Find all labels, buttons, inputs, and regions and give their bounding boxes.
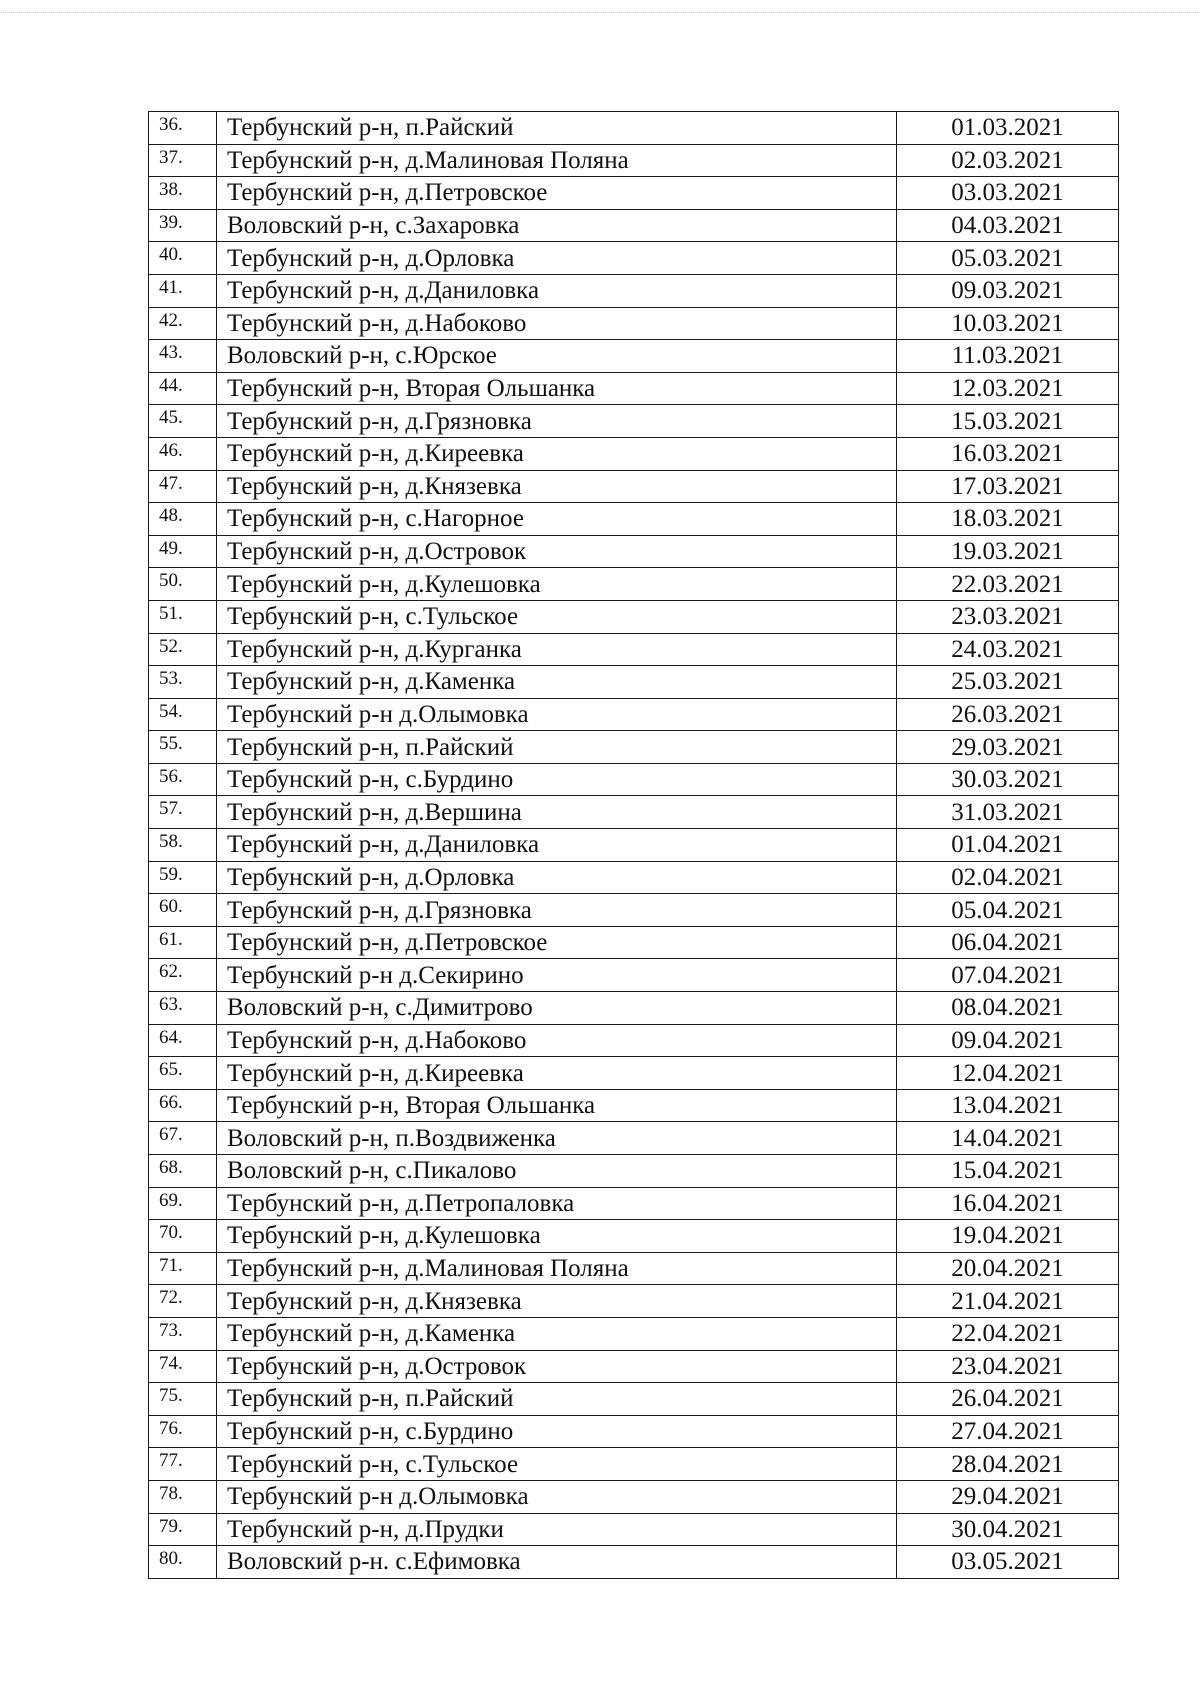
location-cell: Тербунский р-н, д.Кулешовка — [217, 1220, 897, 1253]
location-cell: Тербунский р-н, д.Кулешовка — [217, 568, 897, 601]
row-number-cell: 63. — [149, 992, 217, 1025]
date-cell: 10.03.2021 — [897, 307, 1119, 340]
row-number-cell: 47. — [149, 470, 217, 503]
date-cell: 29.04.2021 — [897, 1480, 1119, 1513]
row-number-cell: 60. — [149, 894, 217, 927]
row-number-cell: 54. — [149, 698, 217, 731]
row-number-cell: 36. — [149, 112, 217, 145]
location-cell: Тербунский р-н, д.Даниловка — [217, 829, 897, 862]
location-cell: Тербунский р-н, д.Каменка — [217, 666, 897, 699]
row-number-cell: 49. — [149, 535, 217, 568]
location-cell: Тербунский р-н, д.Орловка — [217, 861, 897, 894]
date-cell: 17.03.2021 — [897, 470, 1119, 503]
row-number-cell: 43. — [149, 340, 217, 373]
row-number-cell: 69. — [149, 1187, 217, 1220]
date-cell: 12.03.2021 — [897, 372, 1119, 405]
date-cell: 07.04.2021 — [897, 959, 1119, 992]
table-row — [149, 1448, 1119, 1481]
schedule-table — [148, 111, 1119, 1579]
row-number-cell: 51. — [149, 600, 217, 633]
table-row — [149, 340, 1119, 373]
location-cell: Тербунский р-н, Вторая Ольшанка — [217, 1089, 897, 1122]
table-row — [149, 372, 1119, 405]
location-cell: Тербунский р-н, д.Малиновая Поляна — [217, 144, 897, 177]
table-row — [149, 894, 1119, 927]
table-row — [149, 731, 1119, 764]
row-number-cell: 48. — [149, 503, 217, 536]
location-cell: Тербунский р-н, д.Малиновая Поляна — [217, 1252, 897, 1285]
date-cell: 01.03.2021 — [897, 112, 1119, 145]
table-row — [149, 666, 1119, 699]
date-cell: 23.04.2021 — [897, 1350, 1119, 1383]
location-cell: Воловский р-н, с.Юрское — [217, 340, 897, 373]
date-cell: 24.03.2021 — [897, 633, 1119, 666]
date-cell: 29.03.2021 — [897, 731, 1119, 764]
row-number-cell: 56. — [149, 763, 217, 796]
location-cell: Тербунский р-н д.Олымовка — [217, 698, 897, 731]
location-cell: Воловский р-н, с.Пикалово — [217, 1155, 897, 1188]
date-cell: 30.04.2021 — [897, 1513, 1119, 1546]
location-cell: Тербунский р-н, п.Райский — [217, 1383, 897, 1416]
location-cell: Тербунский р-н, с.Тульское — [217, 600, 897, 633]
row-number-cell: 78. — [149, 1480, 217, 1513]
date-cell: 02.03.2021 — [897, 144, 1119, 177]
date-cell: 09.03.2021 — [897, 274, 1119, 307]
location-cell: Тербунский р-н, с.Бурдино — [217, 1415, 897, 1448]
date-cell: 13.04.2021 — [897, 1089, 1119, 1122]
location-cell: Тербунский р-н, д.Петропаловка — [217, 1187, 897, 1220]
date-cell: 22.03.2021 — [897, 568, 1119, 601]
date-cell: 12.04.2021 — [897, 1057, 1119, 1090]
table-row — [149, 307, 1119, 340]
row-number-cell: 76. — [149, 1415, 217, 1448]
table-row — [149, 1480, 1119, 1513]
date-cell: 06.04.2021 — [897, 926, 1119, 959]
location-cell: Тербунский р-н, с.Бурдино — [217, 763, 897, 796]
date-cell: 26.03.2021 — [897, 698, 1119, 731]
row-number-cell: 40. — [149, 242, 217, 275]
location-cell: Тербунский р-н, с.Тульское — [217, 1448, 897, 1481]
table-row — [149, 568, 1119, 601]
row-number-cell: 53. — [149, 666, 217, 699]
table-row — [149, 242, 1119, 275]
date-cell: 30.03.2021 — [897, 763, 1119, 796]
location-cell: Тербунский р-н, п.Райский — [217, 731, 897, 764]
table-row — [149, 405, 1119, 438]
row-number-cell: 41. — [149, 274, 217, 307]
date-cell: 04.03.2021 — [897, 209, 1119, 242]
date-cell: 15.04.2021 — [897, 1155, 1119, 1188]
table-row — [149, 1513, 1119, 1546]
location-cell: Тербунский р-н, д.Вершина — [217, 796, 897, 829]
table-row — [149, 1383, 1119, 1416]
table-row — [149, 1089, 1119, 1122]
row-number-cell: 59. — [149, 861, 217, 894]
date-cell: 31.03.2021 — [897, 796, 1119, 829]
date-cell: 28.04.2021 — [897, 1448, 1119, 1481]
table-row — [149, 1122, 1119, 1155]
date-cell: 26.04.2021 — [897, 1383, 1119, 1416]
row-number-cell: 46. — [149, 437, 217, 470]
location-cell: Тербунский р-н, д.Петровское — [217, 177, 897, 210]
date-cell: 11.03.2021 — [897, 340, 1119, 373]
row-number-cell: 67. — [149, 1122, 217, 1155]
row-number-cell: 39. — [149, 209, 217, 242]
date-cell: 03.03.2021 — [897, 177, 1119, 210]
table-row — [149, 1252, 1119, 1285]
location-cell: Воловский р-н, с.Захаровка — [217, 209, 897, 242]
row-number-cell: 37. — [149, 144, 217, 177]
row-number-cell: 79. — [149, 1513, 217, 1546]
date-cell: 14.04.2021 — [897, 1122, 1119, 1155]
row-number-cell: 65. — [149, 1057, 217, 1090]
date-cell: 05.03.2021 — [897, 242, 1119, 275]
location-cell: Тербунский р-н д.Секирино — [217, 959, 897, 992]
row-number-cell: 80. — [149, 1546, 217, 1579]
schedule-table-body — [149, 112, 1119, 1579]
table-row — [149, 926, 1119, 959]
table-row — [149, 829, 1119, 862]
table-row — [149, 177, 1119, 210]
date-cell: 05.04.2021 — [897, 894, 1119, 927]
location-cell: Тербунский р-н, Вторая Ольшанка — [217, 372, 897, 405]
date-cell: 16.03.2021 — [897, 437, 1119, 470]
location-cell: Тербунский р-н, д.Набоково — [217, 307, 897, 340]
location-cell: Тербунский р-н, п.Райский — [217, 112, 897, 145]
table-row — [149, 1024, 1119, 1057]
row-number-cell: 71. — [149, 1252, 217, 1285]
location-cell: Тербунский р-н д.Олымовка — [217, 1480, 897, 1513]
date-cell: 23.03.2021 — [897, 600, 1119, 633]
row-number-cell: 50. — [149, 568, 217, 601]
date-cell: 18.03.2021 — [897, 503, 1119, 536]
table-row — [149, 1155, 1119, 1188]
table-row — [149, 861, 1119, 894]
date-cell: 01.04.2021 — [897, 829, 1119, 862]
table-row — [149, 503, 1119, 536]
row-number-cell: 75. — [149, 1383, 217, 1416]
table-row — [149, 1220, 1119, 1253]
row-number-cell: 77. — [149, 1448, 217, 1481]
table-row — [149, 1317, 1119, 1350]
scan-edge-line — [0, 12, 1200, 13]
row-number-cell: 57. — [149, 796, 217, 829]
table-row — [149, 698, 1119, 731]
location-cell: Тербунский р-н, д.Князевка — [217, 470, 897, 503]
location-cell: Воловский р-н. с.Ефимовка — [217, 1546, 897, 1579]
row-number-cell: 44. — [149, 372, 217, 405]
table-row — [149, 437, 1119, 470]
table-row — [149, 144, 1119, 177]
location-cell: Тербунский р-н, д.Князевка — [217, 1285, 897, 1318]
date-cell: 25.03.2021 — [897, 666, 1119, 699]
row-number-cell: 72. — [149, 1285, 217, 1318]
row-number-cell: 45. — [149, 405, 217, 438]
table-row — [149, 274, 1119, 307]
location-cell: Тербунский р-н, д.Каменка — [217, 1317, 897, 1350]
table-row — [149, 535, 1119, 568]
date-cell: 09.04.2021 — [897, 1024, 1119, 1057]
location-cell: Тербунский р-н, с.Нагорное — [217, 503, 897, 536]
row-number-cell: 42. — [149, 307, 217, 340]
location-cell: Тербунский р-н, д.Петровское — [217, 926, 897, 959]
row-number-cell: 58. — [149, 829, 217, 862]
table-row — [149, 763, 1119, 796]
row-number-cell: 74. — [149, 1350, 217, 1383]
date-cell: 19.03.2021 — [897, 535, 1119, 568]
location-cell: Тербунский р-н, д.Киреевка — [217, 1057, 897, 1090]
location-cell: Воловский р-н, с.Димитрово — [217, 992, 897, 1025]
row-number-cell: 68. — [149, 1155, 217, 1188]
table-row — [149, 1057, 1119, 1090]
location-cell: Воловский р-н, п.Воздвиженка — [217, 1122, 897, 1155]
table-row — [149, 959, 1119, 992]
date-cell: 02.04.2021 — [897, 861, 1119, 894]
date-cell: 03.05.2021 — [897, 1546, 1119, 1579]
row-number-cell: 73. — [149, 1317, 217, 1350]
row-number-cell: 52. — [149, 633, 217, 666]
table-row — [149, 1187, 1119, 1220]
location-cell: Тербунский р-н, д.Островок — [217, 1350, 897, 1383]
table-row — [149, 1415, 1119, 1448]
date-cell: 16.04.2021 — [897, 1187, 1119, 1220]
table-row — [149, 796, 1119, 829]
location-cell: Тербунский р-н, д.Даниловка — [217, 274, 897, 307]
table-row — [149, 992, 1119, 1025]
row-number-cell: 38. — [149, 177, 217, 210]
table-row — [149, 633, 1119, 666]
date-cell: 08.04.2021 — [897, 992, 1119, 1025]
table-row — [149, 1546, 1119, 1579]
location-cell: Тербунский р-н, д.Островок — [217, 535, 897, 568]
date-cell: 27.04.2021 — [897, 1415, 1119, 1448]
table-row — [149, 112, 1119, 145]
location-cell: Тербунский р-н, д.Грязновка — [217, 894, 897, 927]
location-cell: Тербунский р-н, д.Киреевка — [217, 437, 897, 470]
row-number-cell: 66. — [149, 1089, 217, 1122]
row-number-cell: 55. — [149, 731, 217, 764]
row-number-cell: 70. — [149, 1220, 217, 1253]
table-row — [149, 1285, 1119, 1318]
row-number-cell: 64. — [149, 1024, 217, 1057]
date-cell: 15.03.2021 — [897, 405, 1119, 438]
location-cell: Тербунский р-н, д.Прудки — [217, 1513, 897, 1546]
row-number-cell: 62. — [149, 959, 217, 992]
table-row — [149, 600, 1119, 633]
table-row — [149, 209, 1119, 242]
location-cell: Тербунский р-н, д.Курганка — [217, 633, 897, 666]
date-cell: 20.04.2021 — [897, 1252, 1119, 1285]
date-cell: 21.04.2021 — [897, 1285, 1119, 1318]
row-number-cell: 61. — [149, 926, 217, 959]
table-row — [149, 1350, 1119, 1383]
location-cell: Тербунский р-н, д.Грязновка — [217, 405, 897, 438]
date-cell: 22.04.2021 — [897, 1317, 1119, 1350]
location-cell: Тербунский р-н, д.Набоково — [217, 1024, 897, 1057]
location-cell: Тербунский р-н, д.Орловка — [217, 242, 897, 275]
date-cell: 19.04.2021 — [897, 1220, 1119, 1253]
table-row — [149, 470, 1119, 503]
